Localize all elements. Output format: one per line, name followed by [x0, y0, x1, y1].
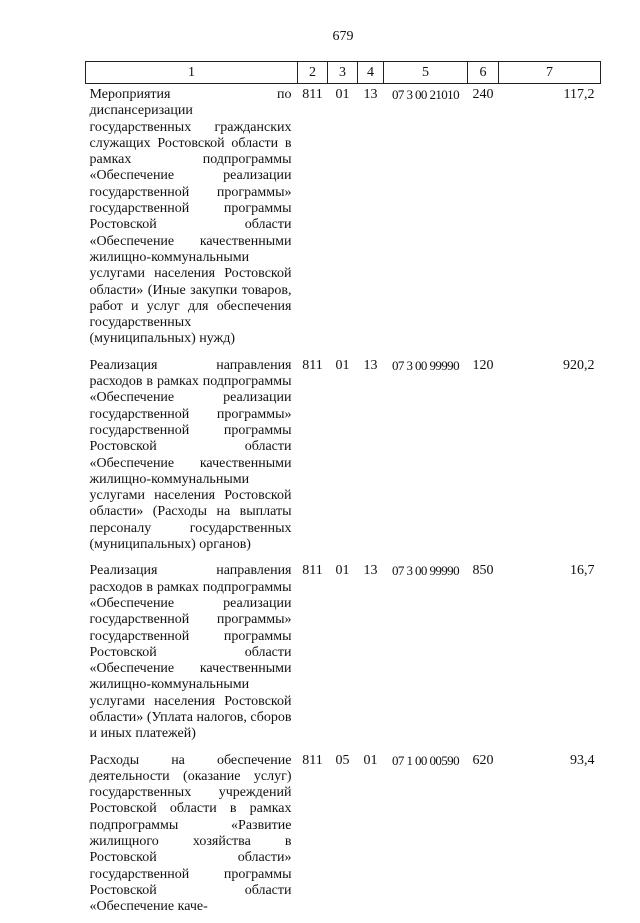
row-name: Реализация направления расходов в рамках подпрограммы «Обеспечение реализации государственной программы» государственной программы Ростовской области «Обеспечение качественными жилищно-коммунальными услугами населения Ростовской области» (Уплата налогов, сборов и иных платежей) [89, 563, 292, 742]
table-body [86, 84, 601, 923]
header-col-5: 5 [384, 62, 468, 84]
header-col-3: 3 [328, 62, 358, 84]
row-csr: 07 1 00 00590 [392, 752, 459, 768]
row-gr: 811 [302, 752, 323, 768]
header-col-1: 1 [86, 62, 298, 84]
row-vr: 120 [472, 357, 494, 373]
row-pr: 13 [363, 87, 378, 102]
row-vr: 620 [472, 752, 494, 768]
row-vr: 240 [472, 87, 494, 102]
row-rz: 01 [335, 563, 350, 579]
budget-table [85, 61, 601, 923]
page-number: 679 [332, 29, 354, 44]
table-row [86, 84, 601, 355]
row-name: Расходы на обеспечение деятельности (оказание услуг) государственных учреждений Ростовской области в рамках подпрограммы «Развитие жилищного хозяйства в Ростовской области» государственной программы Ростовской области «Обеспечение каче- [89, 752, 292, 915]
row-sum: 93,4 [570, 752, 595, 768]
table-row [86, 750, 601, 923]
row-pr: 13 [363, 563, 378, 579]
row-csr: 07 3 00 99990 [392, 357, 459, 373]
row-pr: 13 [363, 357, 378, 373]
row-name: Мероприятия по диспансеризации государственных гражданских служащих Ростовской области в рамках подпрограммы «Обеспечение реализации государственной программы» государственной программы Ростовской области «Обеспечение качественными жилищно-коммунальными услугами населения Ростовской области» (Иные закупки товаров, работ и услуг для обеспечения государственных (муниципальных) нужд) [89, 87, 292, 347]
row-gr: 811 [302, 563, 323, 579]
header-col-7: 7 [499, 62, 601, 84]
table-row [86, 560, 601, 749]
row-sum: 920,2 [563, 357, 595, 373]
row-rz: 01 [335, 357, 350, 373]
row-name: Реализация направления расходов в рамках подпрограммы «Обеспечение реализации государственной программы» государственной программы Ростовской области «Обеспечение качественными жилищно-коммунальными услугами населения Ростовской области» (Расходы на выплаты персоналу государственных (муниципальных) органов) [89, 357, 292, 553]
row-sum: 117,2 [563, 87, 595, 102]
row-pr: 01 [363, 752, 378, 768]
row-gr: 811 [302, 357, 323, 373]
row-csr: 07 3 00 21010 [392, 87, 459, 102]
header-row [86, 62, 601, 84]
row-csr: 07 3 00 99990 [392, 563, 459, 579]
table-row [86, 355, 601, 561]
header-col-6: 6 [468, 62, 499, 84]
row-sum: 16,7 [570, 563, 595, 579]
header-col-4: 4 [358, 62, 384, 84]
header-col-2: 2 [298, 62, 328, 84]
table-header [86, 62, 601, 84]
row-gr: 811 [302, 87, 323, 102]
row-rz: 01 [335, 87, 350, 102]
row-vr: 850 [472, 563, 494, 579]
row-rz: 05 [335, 752, 350, 768]
